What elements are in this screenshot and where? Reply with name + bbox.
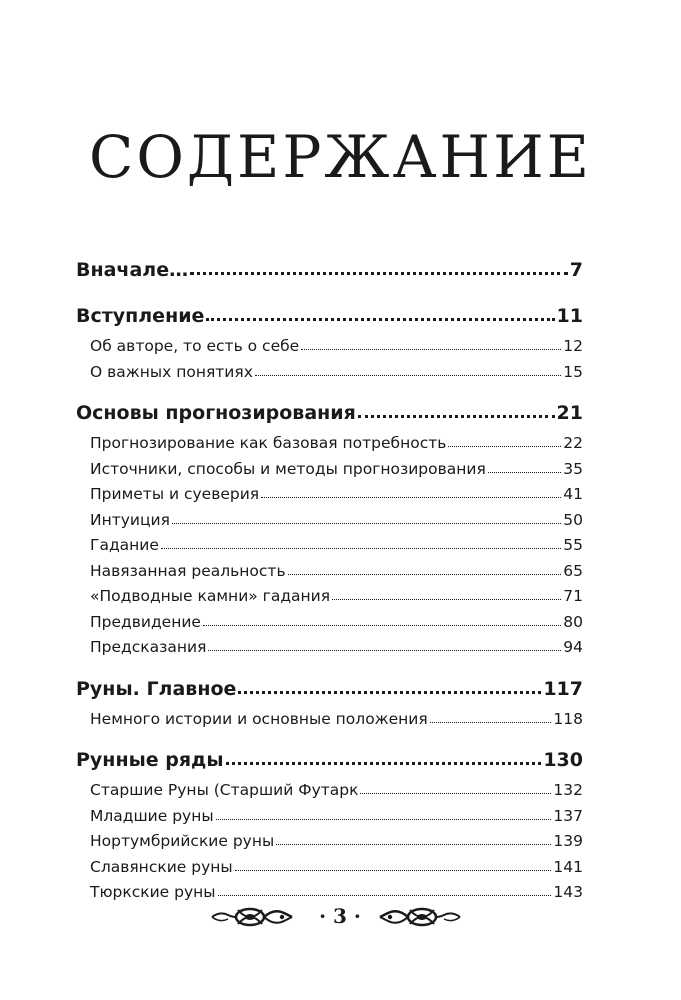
dot-leader bbox=[276, 843, 551, 845]
toc-page-number: 35 bbox=[563, 459, 583, 478]
toc-entry-title: Нортумбрийские руны bbox=[90, 832, 275, 850]
table-of-contents bbox=[76, 252, 583, 916]
toc-entry-title: Навязанная реальность bbox=[90, 561, 286, 580]
toc-section bbox=[76, 395, 583, 661]
toc-subentry bbox=[76, 360, 583, 386]
toc-entry-title: Интуиция bbox=[90, 510, 170, 529]
toc-entry-title: Приметы и суеверия bbox=[90, 485, 260, 503]
toc-entry-title: Предсказания bbox=[90, 638, 207, 656]
toc-section bbox=[76, 252, 583, 288]
toc-entry-title: Старшие Руны (Старший Футарк bbox=[90, 781, 359, 799]
toc-entry-title: О важных понятиях bbox=[90, 362, 253, 381]
toc-entry-title: Основы прогнозирования bbox=[76, 402, 356, 424]
toc-section-entry bbox=[76, 395, 583, 431]
toc-entry-title: Вступление bbox=[76, 305, 205, 327]
dot-leader bbox=[488, 471, 561, 473]
toc-section-entry bbox=[76, 298, 583, 334]
dot-leader bbox=[208, 649, 561, 651]
toc-subentry bbox=[76, 457, 583, 483]
toc-page-number: 15 bbox=[563, 362, 583, 381]
toc-subentry bbox=[76, 804, 583, 830]
dot-leader bbox=[203, 624, 561, 626]
toc-subentry bbox=[76, 610, 583, 636]
dot-leader bbox=[358, 414, 555, 418]
toc-subentry bbox=[76, 855, 583, 881]
toc-entry-title: «Подводные камни» гадания bbox=[90, 587, 331, 605]
toc-page-number: 130 bbox=[543, 749, 583, 771]
toc-section bbox=[76, 671, 583, 733]
toc-subentry bbox=[76, 829, 583, 855]
toc-entry-title: Предвидение bbox=[90, 612, 201, 631]
dot-leader bbox=[261, 496, 561, 498]
toc-subentry bbox=[76, 508, 583, 534]
knot-ornament-icon bbox=[210, 902, 294, 937]
toc-entry-title: Тюркские руны bbox=[90, 883, 216, 901]
toc-entry-title: Младшие руны bbox=[90, 806, 214, 825]
toc-entry-title: Руны. Главное bbox=[76, 677, 237, 700]
toc-page-number: 71 bbox=[563, 587, 583, 605]
dot-leader bbox=[448, 445, 561, 447]
dot-leader bbox=[216, 818, 552, 820]
dot-leader bbox=[255, 374, 561, 376]
toc-page-number: 11 bbox=[556, 305, 583, 327]
dot-leader bbox=[161, 547, 561, 549]
toc-subentry bbox=[76, 559, 583, 585]
toc-page-number: 141 bbox=[553, 857, 583, 876]
toc-subentry bbox=[76, 584, 583, 610]
toc-subentry bbox=[76, 482, 583, 508]
toc-page-number: 7 bbox=[569, 259, 583, 281]
page-number: · 3 · bbox=[319, 904, 361, 928]
knot-ornament-icon bbox=[378, 902, 462, 937]
dot-leader bbox=[238, 690, 541, 694]
toc-page-number: 55 bbox=[563, 536, 583, 554]
toc-entry-title: Гадание bbox=[90, 536, 159, 554]
dot-leader bbox=[360, 792, 551, 794]
dot-leader bbox=[301, 348, 561, 350]
toc-page-number: 80 bbox=[563, 612, 583, 631]
dot-leader bbox=[218, 894, 552, 896]
toc-page-number: 143 bbox=[553, 883, 583, 901]
toc-page-number: 22 bbox=[563, 434, 583, 452]
toc-subentry bbox=[76, 707, 583, 733]
toc-entry-title: Рунные ряды bbox=[76, 749, 224, 771]
toc-subentry bbox=[76, 778, 583, 804]
toc-subentry bbox=[76, 431, 583, 457]
toc-page-number: 21 bbox=[556, 402, 583, 424]
dot-leader bbox=[235, 869, 552, 871]
toc-subentry bbox=[76, 334, 583, 360]
dot-leader bbox=[190, 271, 568, 275]
dot-leader bbox=[226, 761, 542, 765]
page-title: СОДЕРЖАНИЕ bbox=[88, 123, 593, 191]
toc-page-number: 137 bbox=[553, 806, 583, 825]
toc-page-number: 117 bbox=[543, 677, 583, 700]
toc-entry-title: Об авторе, то есть о себе bbox=[90, 337, 300, 355]
toc-subentry bbox=[76, 635, 583, 661]
toc-section-entry bbox=[76, 671, 583, 707]
toc-page-number: 132 bbox=[553, 781, 583, 799]
toc-section bbox=[76, 298, 583, 385]
toc-page-number: 118 bbox=[553, 709, 583, 728]
toc-page-number: 12 bbox=[563, 337, 583, 355]
dot-leader bbox=[430, 721, 552, 723]
dot-leader bbox=[288, 573, 562, 575]
toc-section bbox=[76, 742, 583, 906]
toc-page-number: 94 bbox=[563, 638, 583, 656]
toc-page-number: 65 bbox=[563, 561, 583, 580]
toc-entry-title: Славянские руны bbox=[90, 857, 233, 876]
toc-entry-title: Прогнозирование как базовая потребность bbox=[90, 434, 447, 452]
toc-section-entry bbox=[76, 742, 583, 778]
page-footer bbox=[0, 900, 681, 940]
dot-leader bbox=[206, 317, 554, 321]
toc-page-number: 139 bbox=[553, 832, 583, 850]
toc-entry-title: Немного истории и основные положения bbox=[90, 709, 428, 728]
toc-page-number: 41 bbox=[563, 485, 583, 503]
toc-subentry bbox=[76, 533, 583, 559]
dot-leader bbox=[172, 522, 561, 524]
toc-section-entry bbox=[76, 252, 583, 288]
toc-entry-title: Источники, способы и методы прогнозирования bbox=[90, 459, 486, 478]
toc-page-number: 50 bbox=[563, 510, 583, 529]
dot-leader bbox=[332, 598, 561, 600]
toc-entry-title: Вначале… bbox=[76, 259, 189, 281]
